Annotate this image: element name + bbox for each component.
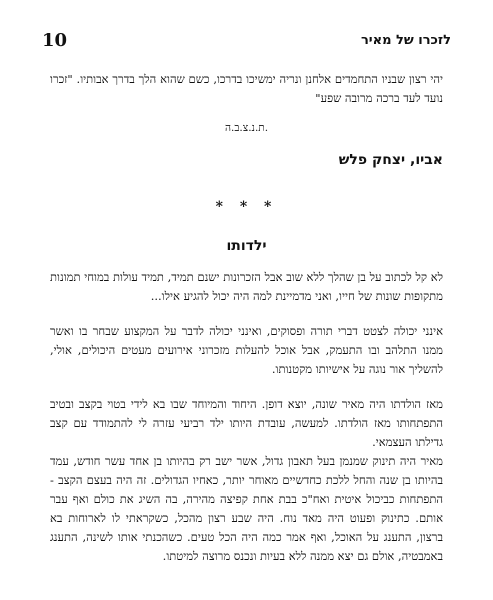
running-title: לזכרו של מאיר xyxy=(360,33,451,48)
body-paragraph-1: לא קל לכתוב על בן שהלך ללא שוב אבל הזכרונות ישנם תמיד, תמיד עולות במוחי תמונות מתקופות שונות של חייו, ואני מדמיינת למה היה יכול להגיע אילו... xyxy=(50,270,443,303)
signature: אביו, יצחק פלש xyxy=(338,152,443,168)
abbreviation-line: ת.נ.צ.ב.ה. xyxy=(224,122,269,134)
page-number: 10 xyxy=(42,30,68,51)
body-paragraph-2: אינני יכולה לצטט דברי תורה ופסוקים, ואינני יכולה לדבר על המקצוע שבחר בו ואשר ממנו התלהב ובו התעמק, אבל אוכל להעלות מזכרוני אירועים מעטים היכולים, אולי, להשליך אור נוגה על אישיותו מקטנותו. xyxy=(50,324,443,376)
intro-paragraph: יהי רצון שבניו התחמדים אלחנן ונריה ימשיכו בדרכו, כשם שהוא הלך בדרך אבותיו. "זכרו נועד לעד ברכה מרובה שפע" xyxy=(50,72,443,105)
section-title: ילדותו xyxy=(226,238,267,254)
section-separator: * * * xyxy=(215,199,278,215)
body-paragraph-3: מאז הולדתו היה מאיר שונה, יוצא דופן. היחוד והמיוחד שבו בא לידי בטוי בקצב ובטיב התפתחותו מאז הולדתו. למעשה, עובדת היותו ילד רביעי עזרה לי להתמודד עם קצב גדילתו העצמאי. xyxy=(50,397,443,449)
page-header xyxy=(42,30,451,52)
body-paragraph-4: מאיר היה תינוק שמנמן בעל תאבון גדול, אשר ישב רק בהיותו בן אחד עשר חודש, עמד בהיותו בן שנה והחל ללכת כחדשיים מאוחר יותר, כאחיו הגדולים. זה היה בעצם הקצב - התפתחות כביכול איטית ואח"כ בבת אחת קפיצה מהירה, בה השיג את כולם ואף עבר אותם. כתינוק ופעוט היה מאד נוח. היה שבע רצון מהכל, כשקראתי לו לארוחות בא ברצון, התענג על האוכל, ואף אמר כמה היה הכל טעים. כשהכנתי אותו לשינה, התענג באמבטיה, אולם גם יצא ממנה ללא בעיות ונכנס מרוצה למיטתו. xyxy=(50,454,443,563)
